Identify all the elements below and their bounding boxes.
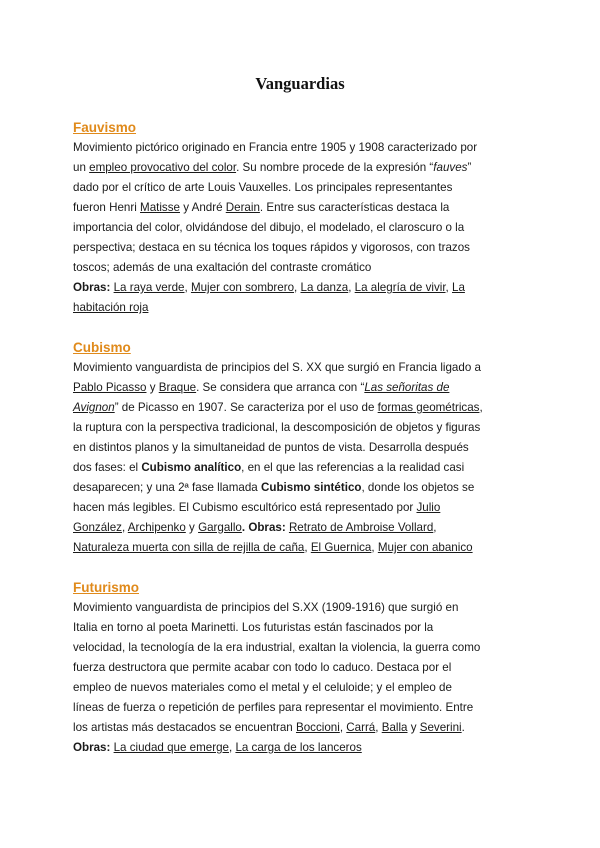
underlined-term: Mujer con abanico <box>377 541 473 554</box>
text-line <box>73 438 533 458</box>
bold-text: Cubismo analítico <box>141 461 242 474</box>
text-run: Italia en torno al poeta Marinetti. Los futuristas están fascinados por la <box>73 621 434 634</box>
text-run: Movimiento pictórico originado en Francia entre 1905 y 1908 caracterizado por <box>73 141 478 154</box>
text-run: fuerza destructora que permite acabar con todo lo caduco. Destaca por el <box>73 661 452 674</box>
text-run: fauves <box>433 161 468 174</box>
text-run: dos fases: el <box>73 461 142 474</box>
underlined-term: habitación roja <box>73 301 149 314</box>
text-run: , <box>304 541 311 554</box>
text-run: . Se considera que arranca con “ <box>196 381 365 394</box>
text-line <box>73 458 533 478</box>
section-body <box>73 598 533 758</box>
text-line <box>73 238 533 258</box>
text-run: empleo de nuevos materiales como el metal y el celuloide; y el empleo de <box>73 681 452 694</box>
text-line <box>73 538 533 558</box>
underlined-term: La alegría de vivir <box>354 281 446 294</box>
underlined-term: Severini <box>419 721 462 734</box>
bold-text: Cubismo sintético <box>260 481 362 494</box>
text-line <box>73 418 533 438</box>
text-line <box>73 198 533 218</box>
bold-text: Obras: <box>73 741 114 754</box>
text-run: , <box>121 521 128 534</box>
underlined-term: El Guernica <box>310 541 372 554</box>
underlined-term: Balla <box>381 721 408 734</box>
section-futurismo <box>73 578 533 758</box>
underlined-term: La danza <box>300 281 349 294</box>
underlined-term: Naturaleza muerta con silla de rejilla de caña <box>73 541 305 554</box>
text-run: toscos; además de una exaltación del contraste cromático <box>73 261 372 274</box>
underlined-term: Derain <box>225 201 260 214</box>
section-heading: Cubismo <box>73 340 131 355</box>
underlined-term: Retrato de Ambroise Vollard <box>288 521 434 534</box>
underlined-term: Avignon <box>73 401 115 414</box>
text-run: dado por el crítico de arte Louis Vauxelles. Los principales representantes <box>73 181 453 194</box>
text-run: importancia del color, olvidándose del dibujo, el modelado, el claroscuro o la <box>73 221 465 234</box>
text-line <box>73 398 533 418</box>
section-body <box>73 138 533 318</box>
text-run: , <box>371 541 378 554</box>
text-run: perspectiva; destaca en su técnica los toques rápidos y vigorosos, con trazos <box>73 241 470 254</box>
document-title: Vanguardias <box>255 74 345 93</box>
text-run: , <box>339 721 347 734</box>
underlined-term: González <box>73 521 122 534</box>
underlined-term: Archipenko <box>127 521 186 534</box>
text-line <box>73 598 533 618</box>
section-fauvismo <box>73 118 533 318</box>
text-line <box>73 718 533 738</box>
text-line <box>73 138 533 158</box>
text-run: la ruptura con la perspectiva tradicional, la descomposición de objetos y figuras <box>73 421 481 434</box>
text-line <box>73 278 533 298</box>
text-run: . Entre sus características destaca la <box>259 201 450 214</box>
text-run: y <box>407 721 420 734</box>
underlined-term: Matisse <box>140 201 180 214</box>
text-run: y <box>185 521 199 534</box>
underlined-term: formas geométricas <box>377 401 480 414</box>
text-line <box>73 638 533 658</box>
bold-text: . Obras: <box>241 521 289 534</box>
text-line <box>73 498 533 518</box>
text-run: los artistas más destacados se encuentran <box>73 721 296 734</box>
section-body <box>73 358 533 558</box>
underlined-term: Julio <box>416 501 441 514</box>
text-line <box>73 178 533 198</box>
text-run: , en el que las referencias a la realidad casi <box>241 461 465 474</box>
text-run: , <box>228 741 236 754</box>
text-line <box>73 218 533 238</box>
text-run: , <box>445 281 452 294</box>
text-line <box>73 518 533 538</box>
text-line <box>73 678 533 698</box>
underlined-term: Las señoritas de <box>364 381 450 394</box>
text-run: desaparecen; y una 2ª fase llamada <box>73 481 261 494</box>
text-line <box>73 478 533 498</box>
text-run: , <box>479 401 483 414</box>
text-run: velocidad, la tecnología de la era industrial, exaltan la violencia, la guerra como <box>73 641 481 654</box>
underlined-term: La <box>452 281 465 294</box>
text-run: en distintos planos y la simultaneidad de puntos de vista. Desarrolla después <box>73 441 469 454</box>
text-run: , donde los objetos se <box>361 481 475 494</box>
text-run: , <box>433 521 437 534</box>
section-heading: Fauvismo <box>73 120 137 135</box>
text-run: , <box>184 281 191 294</box>
underlined-term: La carga de los lanceros <box>235 741 362 754</box>
text-run: y <box>146 381 159 394</box>
text-run: Movimiento vanguardista de principios del S. XX que surgió en Francia ligado a <box>73 361 481 374</box>
text-run: . <box>461 721 465 734</box>
text-line <box>73 658 533 678</box>
bold-text: Obras: <box>73 281 114 294</box>
text-run: ” de Picasso en 1907. Se caracteriza por el uso de <box>114 401 378 414</box>
underlined-term: La raya verde <box>113 281 185 294</box>
text-line <box>73 258 533 278</box>
text-run: . Su nombre procede de la expresión “ <box>236 161 434 174</box>
text-run: hacen más legibles. El Cubismo escultórico está representado por <box>73 501 417 514</box>
text-run: , <box>375 721 382 734</box>
text-run: , <box>348 281 355 294</box>
text-line <box>73 378 533 398</box>
text-run: líneas de fuerza o repetición de perfiles para representar el movimiento. Entre <box>73 701 474 714</box>
text-line <box>73 738 533 758</box>
underlined-term: La ciudad que emerge <box>113 741 229 754</box>
underlined-term: Mujer con sombrero <box>190 281 295 294</box>
underlined-term: Boccioni <box>295 721 340 734</box>
text-line <box>73 358 533 378</box>
text-line <box>73 618 533 638</box>
text-run: fueron Henri <box>73 201 141 214</box>
section-heading: Futurismo <box>73 580 139 595</box>
underlined-term: empleo provocativo del color <box>89 161 237 174</box>
underlined-term: Gargallo <box>198 521 242 534</box>
text-line <box>73 698 533 718</box>
text-line <box>73 158 533 178</box>
text-run: y André <box>179 201 226 214</box>
underlined-term: Braque <box>158 381 197 394</box>
text-run: , <box>294 281 301 294</box>
underlined-term: Carrá <box>346 721 376 734</box>
text-line <box>73 298 533 318</box>
underlined-term: Pablo Picasso <box>73 381 147 394</box>
text-run: Movimiento vanguardista de principios del S.XX (1909-1916) que surgió en <box>73 601 459 614</box>
section-cubismo <box>73 338 533 558</box>
text-run: un <box>73 161 90 174</box>
text-run: ” <box>467 161 472 174</box>
